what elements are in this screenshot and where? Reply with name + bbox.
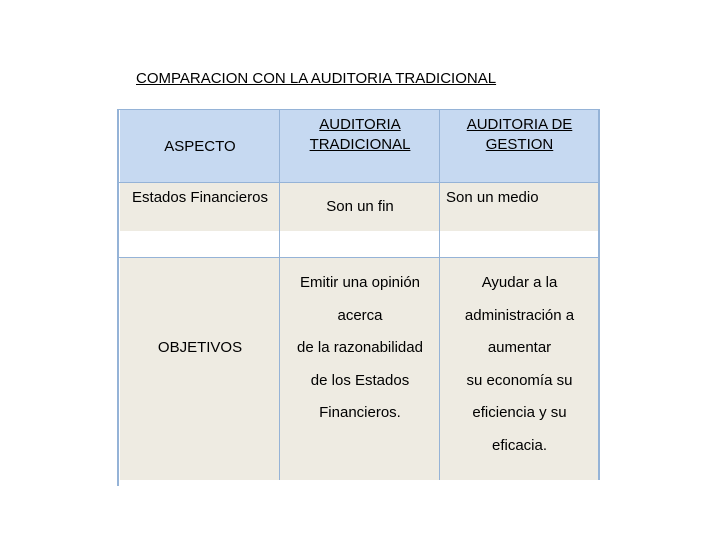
header-gestion-line-1: AUDITORIA DE xyxy=(466,116,573,133)
objetivo-gestion-line: administración a xyxy=(464,307,575,324)
table-border-left xyxy=(117,110,119,486)
objetivo-tradicional-line: Financieros. xyxy=(319,404,401,421)
estados-tradicional-value: Son un fin xyxy=(326,198,394,215)
objetivo-gestion-line: su economía su xyxy=(466,372,573,389)
cell-estados-label xyxy=(120,183,280,231)
header-aspecto-label: ASPECTO xyxy=(164,138,236,155)
header-gestion-line-2: GESTION xyxy=(485,136,554,154)
table-border-top xyxy=(117,109,600,110)
header-tradicional-line-2: TRADICIONAL xyxy=(309,136,411,154)
cell-objetivos-gestion xyxy=(440,258,599,480)
table-divider-col-2 xyxy=(439,110,440,480)
objetivo-gestion-line: Ayudar a la xyxy=(481,274,558,291)
header-aspecto xyxy=(120,110,280,183)
objetivo-tradicional-line: Emitir una opinión xyxy=(299,274,421,291)
objetivo-gestion-line: aumentar xyxy=(487,339,552,356)
table-divider-row-1 xyxy=(117,182,600,183)
objetivos-label: OBJETIVOS xyxy=(157,339,243,356)
objetivo-tradicional-line: acerca xyxy=(337,307,383,324)
table-divider-row-2 xyxy=(117,257,600,258)
cell-objetivos-label xyxy=(120,258,280,480)
objetivo-gestion-line: eficiencia y su xyxy=(472,404,567,421)
header-auditoria-tradicional xyxy=(280,110,440,183)
cell-objetivos-tradicional xyxy=(280,258,440,480)
table-divider-col-1 xyxy=(279,110,280,480)
header-tradicional-line-1: AUDITORIA xyxy=(319,116,401,133)
cell-estados-gestion xyxy=(440,183,599,231)
estados-gestion-value: Son un medio xyxy=(446,189,539,206)
table-border-right xyxy=(598,110,600,480)
estados-financieros-label: Estados Financieros xyxy=(132,189,268,206)
cell-estados-tradicional xyxy=(280,183,440,231)
objetivo-gestion-line: eficacia. xyxy=(491,437,548,454)
page-title: COMPARACION CON LA AUDITORIA TRADICIONAL xyxy=(136,70,497,87)
objetivo-tradicional-line: de la razonabilidad xyxy=(297,339,423,356)
objetivo-tradicional-line: de los Estados xyxy=(310,372,410,389)
header-auditoria-gestion xyxy=(440,110,599,183)
